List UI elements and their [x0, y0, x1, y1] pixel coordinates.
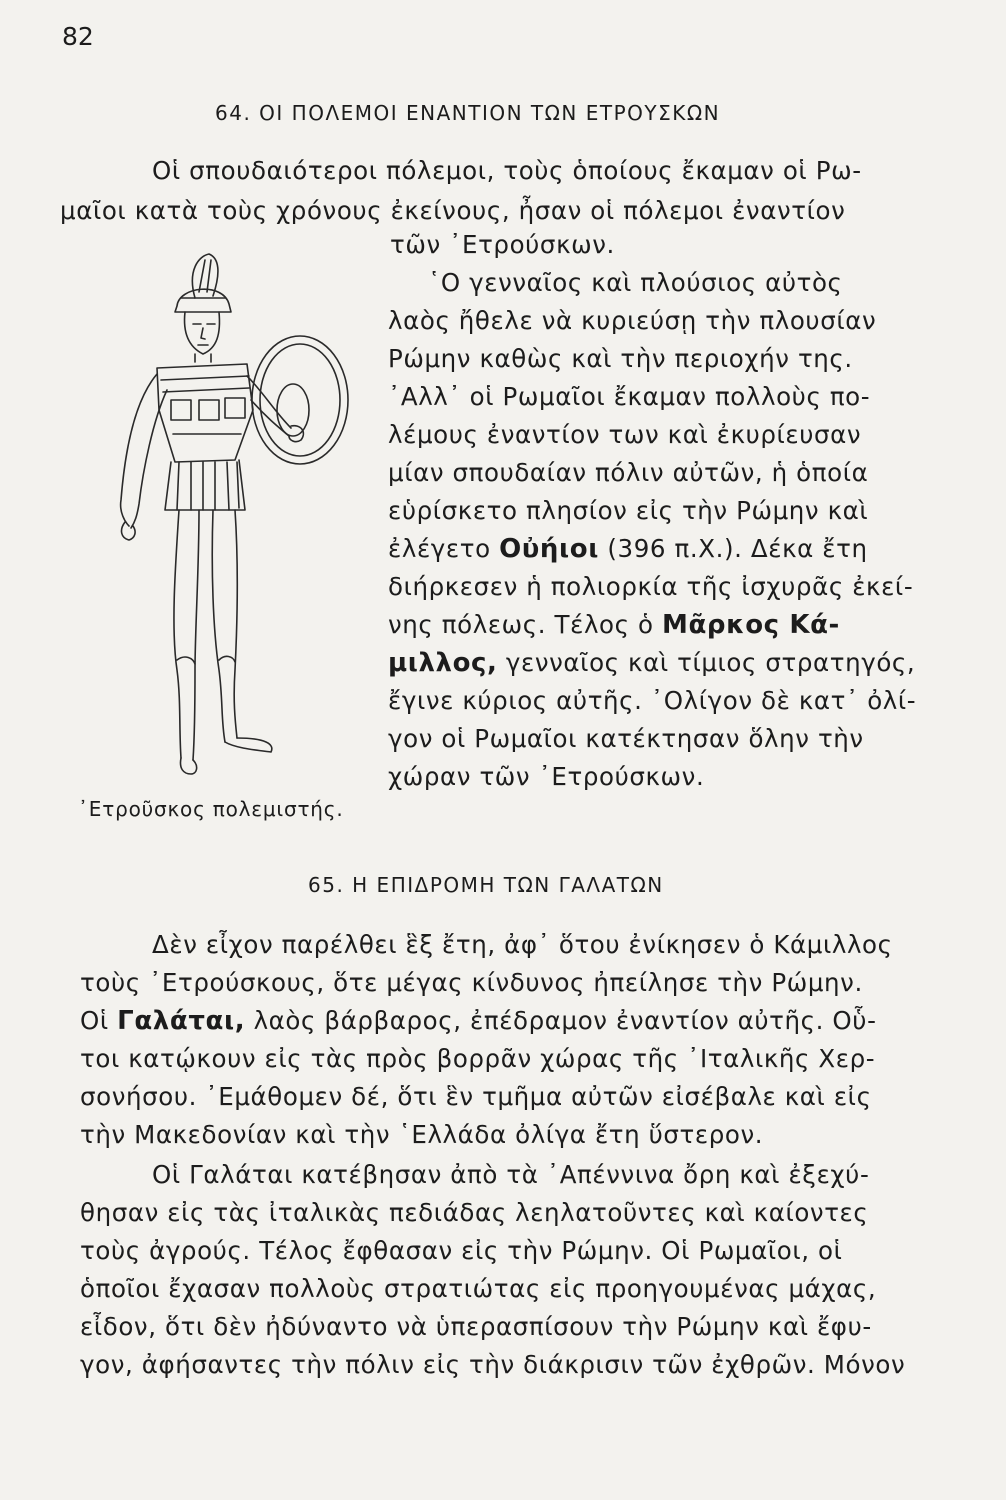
text-line: μίαν σπουδαίαν πόλιν αὐτῶν, ἡ ὁποία — [388, 458, 869, 487]
text-line: λέμους ἐναντίον των καὶ ἐκυρίευσαν — [388, 420, 862, 449]
text-line: γον, ἀφήσαντες τὴν πόλιν εἰς τὴν διάκρισιν τῶν ἐχθρῶν. Μόνον — [80, 1350, 906, 1379]
text-run: νης πόλεως. Τέλος ὁ — [388, 610, 662, 639]
text-line: ᾿Αλλ᾿ οἱ Ρωμαῖοι ἔκαμαν πολλοὺς πο- — [388, 382, 871, 411]
text-line: θησαν εἰς τὰς ἰταλικὰς πεδιάδας λεηλατοῦντες καὶ καίοντες — [80, 1198, 869, 1227]
text-run: γενναῖος καὶ τίμιος στρατηγός, — [497, 648, 916, 677]
text-line — [388, 648, 915, 678]
text-line: ἔγινε κύριος αὐτῆς. ᾿Ολίγον δὲ κατ᾿ ὀλί- — [388, 686, 917, 715]
place-name-veii: Οὐήιοι — [499, 534, 599, 564]
text-line: τῶν ᾿Ετρούσκων. — [390, 230, 615, 259]
text-line — [388, 534, 868, 564]
text-line: τοὺς ἀγρούς. Τέλος ἔφθασαν εἰς τὴν Ρώμην. Οἱ Ρωμαῖοι, οἱ — [80, 1236, 843, 1265]
person-name-camillus: Μᾶρκος Κά- — [661, 610, 840, 640]
text-line: τὴν Μακεδονίαν καὶ τὴν ῾Ελλάδα ὀλίγα ἔτη ὕστερον. — [80, 1120, 764, 1149]
text-line — [388, 610, 840, 640]
text-line: λαὸς ἤθελε νὰ κυριεύσῃ τὴν πλουσίαν — [388, 306, 877, 335]
text-line: Ρώμην καθὼς καὶ τὴν περιοχήν της. — [388, 344, 853, 373]
people-name-gauls: Γαλάται, — [117, 1006, 246, 1036]
text-line: τοὺς ᾿Ετρούσκους, ὅτε μέγας κίνδυνος ἠπείλησε τὴν Ρώμην. — [80, 968, 863, 997]
text-line: Δὲν εἶχον παρέλθει ἓξ ἔτη, ἀφ᾿ ὅτου ἐνίκησεν ὁ Κάμιλλος — [152, 930, 893, 959]
text-line: μαῖοι κατὰ τοὺς χρόνους ἐκείνους, ἦσαν οἱ πόλεμοι ἐναντίον — [60, 196, 846, 225]
figure-caption: ᾿Ετροῦσκος πολεμιστής. — [78, 797, 344, 821]
text-line — [80, 1006, 877, 1036]
text-run: ἐλέγετο — [388, 534, 500, 563]
text-run: Οἱ — [80, 1006, 118, 1035]
text-line: εὑρίσκετο πλησίον εἰς τὴν Ρώμην καὶ — [388, 496, 869, 525]
text-line: σονήσου. ᾿Εμάθομεν δέ, ὅτι ἓν τμῆμα αὐτῶν εἰσέβαλε καὶ εἰς — [80, 1082, 872, 1111]
person-name-camillus-cont: μιλλος, — [388, 648, 498, 678]
etruscan-warrior-illustration — [95, 250, 365, 790]
text-line: διήρκεσεν ἡ πολιορκία τῆς ἰσχυρᾶς ἐκεί- — [388, 572, 914, 601]
text-line: ὁποῖοι ἔχασαν πολλοὺς στρατιώτας εἰς προηγουμένας μάχας, — [80, 1274, 877, 1303]
text-line: γον οἱ Ρωμαῖοι κατέκτησαν ὅλην τὴν — [388, 724, 864, 753]
page-number: 82 — [62, 22, 94, 51]
text-line: Οἱ Γαλάται κατέβησαν ἀπὸ τὰ ᾿Απέννινα ὄρη καὶ ἐξεχύ- — [152, 1160, 870, 1189]
text-run: λαὸς βάρβαρος, ἐπέδραμον ἐναντίον αὐτῆς. Οὗ- — [245, 1006, 877, 1035]
text-line: εἶδον, ὅτι δὲν ἠδύναντο νὰ ὑπερασπίσουν τὴν Ρώμην καὶ ἔφυ- — [80, 1312, 872, 1341]
text-line: Οἱ σπουδαιότεροι πόλεμοι, τοὺς ὁποίους ἔκαμαν οἱ Ρω- — [152, 156, 862, 185]
section-64-title: 64. ΟΙ ΠΟΛΕΜΟΙ ΕΝΑΝΤΙΟΝ ΤΩΝ ΕΤΡΟΥΣΚΩΝ — [215, 101, 721, 125]
text-line: χώραν τῶν ᾿Ετρούσκων. — [388, 762, 705, 791]
text-run: (396 π.Χ.). Δέκα ἔτη — [598, 534, 868, 563]
text-line: τοι κατῴκουν εἰς τὰς πρὸς βορρᾶν χώρας τῆς ᾿Ιταλικῆς Χερ- — [80, 1044, 876, 1073]
section-65-title: 65. Η ΕΠΙΔΡΟΜΗ ΤΩΝ ΓΑΛΑΤΩΝ — [308, 873, 664, 897]
text-line: ῾Ο γενναῖος καὶ πλούσιος αὐτὸς — [428, 268, 843, 297]
